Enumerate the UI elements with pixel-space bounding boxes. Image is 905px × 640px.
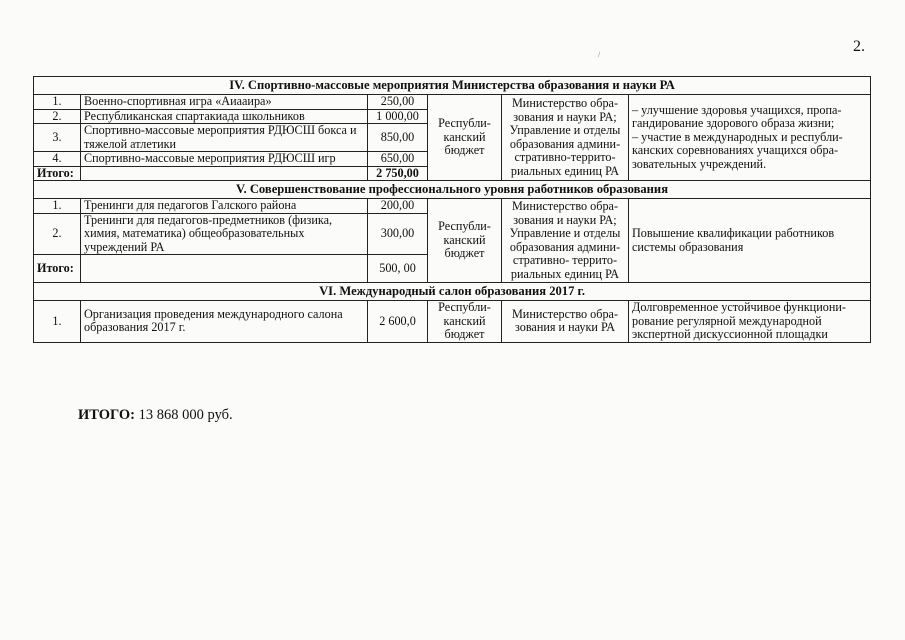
total-amount: 2 750,00	[368, 166, 428, 181]
executor: Министерство обра-зования и науки РА; Управление и отделы образования админи-стративно-террито-риальных единиц РА	[502, 95, 629, 181]
funding-source: Республи-канский бюджет	[428, 301, 502, 343]
total-spacer	[81, 255, 368, 283]
row-name: Тренинги для педагогов Галского района	[81, 199, 368, 214]
row-number: 2.	[34, 213, 81, 255]
row-name: Спортивно-массовые мероприятия РДЮСШ бокса и тяжелой атлетики	[81, 124, 368, 152]
total-label: Итого:	[34, 166, 81, 181]
executor: Министерство обра-зования и науки РА; Управление и отделы образования админи-стративно- террито-риальных единиц РА	[502, 199, 629, 283]
table-row	[34, 301, 871, 343]
row-name: Республиканская спартакиада школьников	[81, 109, 368, 124]
section-header	[34, 283, 871, 301]
page-number: 2.	[853, 38, 865, 55]
total-label: Итого:	[34, 255, 81, 283]
section-title: VI. Международный салон образования 2017 г.	[34, 283, 871, 301]
section-title: IV. Спортивно-массовые мероприятия Министерства образования и науки РА	[34, 77, 871, 95]
row-number: 2.	[34, 109, 81, 124]
row-number: 1.	[34, 199, 81, 214]
row-amount: 2 600,0	[368, 301, 428, 343]
pen-mark: /	[598, 50, 601, 59]
table-row	[34, 95, 871, 110]
total-spacer	[81, 166, 368, 181]
row-number: 1.	[34, 301, 81, 343]
total-amount: 500, 00	[368, 255, 428, 283]
grand-total	[78, 407, 233, 424]
funding-source: Республи-канский бюджет	[428, 95, 502, 181]
funding-source: Республи-канский бюджет	[428, 199, 502, 283]
row-amount: 1 000,00	[368, 109, 428, 124]
row-amount: 300,00	[368, 213, 428, 255]
row-amount: 200,00	[368, 199, 428, 214]
executor: Министерство обра-зования и науки РА	[502, 301, 629, 343]
section-title: V. Совершенствование профессионального уровня работников образования	[34, 181, 871, 199]
grand-total-value: 13 868 000 руб.	[138, 407, 233, 423]
table-row	[34, 199, 871, 214]
row-name: Военно-спортивная игра «Аиааира»	[81, 95, 368, 110]
grand-total-label: ИТОГО:	[78, 407, 136, 423]
row-amount: 650,00	[368, 152, 428, 167]
expected-result	[629, 95, 871, 181]
row-number: 1.	[34, 95, 81, 110]
expected-result: Повышение квалификации работников системы образования	[629, 199, 871, 283]
row-name: Спортивно-массовые мероприятия РДЮСШ игр	[81, 152, 368, 167]
row-amount: 250,00	[368, 95, 428, 110]
row-number: 4.	[34, 152, 81, 167]
section-header	[34, 181, 871, 199]
row-name: Тренинги для педагогов-предметников (физика, химия, математика) общеобразовательных учреждений РА	[81, 213, 368, 255]
result-item: – участие в международных и республи-канских соревнованиях учащихся обра-зовательных учреждений.	[632, 129, 843, 171]
row-amount: 850,00	[368, 124, 428, 152]
expected-result: Долговременное устойчивое функциони-рование регулярной международной экспертной дискуссионной площадки	[629, 301, 871, 343]
result-item: – улучшение здоровья учащихся, пропа-гандирование здорового образа жизни;	[632, 102, 842, 131]
row-number: 3.	[34, 124, 81, 152]
section-header	[34, 77, 871, 95]
measures-table	[33, 76, 871, 343]
row-name: Организация проведения международного салона образования 2017 г.	[81, 301, 368, 343]
